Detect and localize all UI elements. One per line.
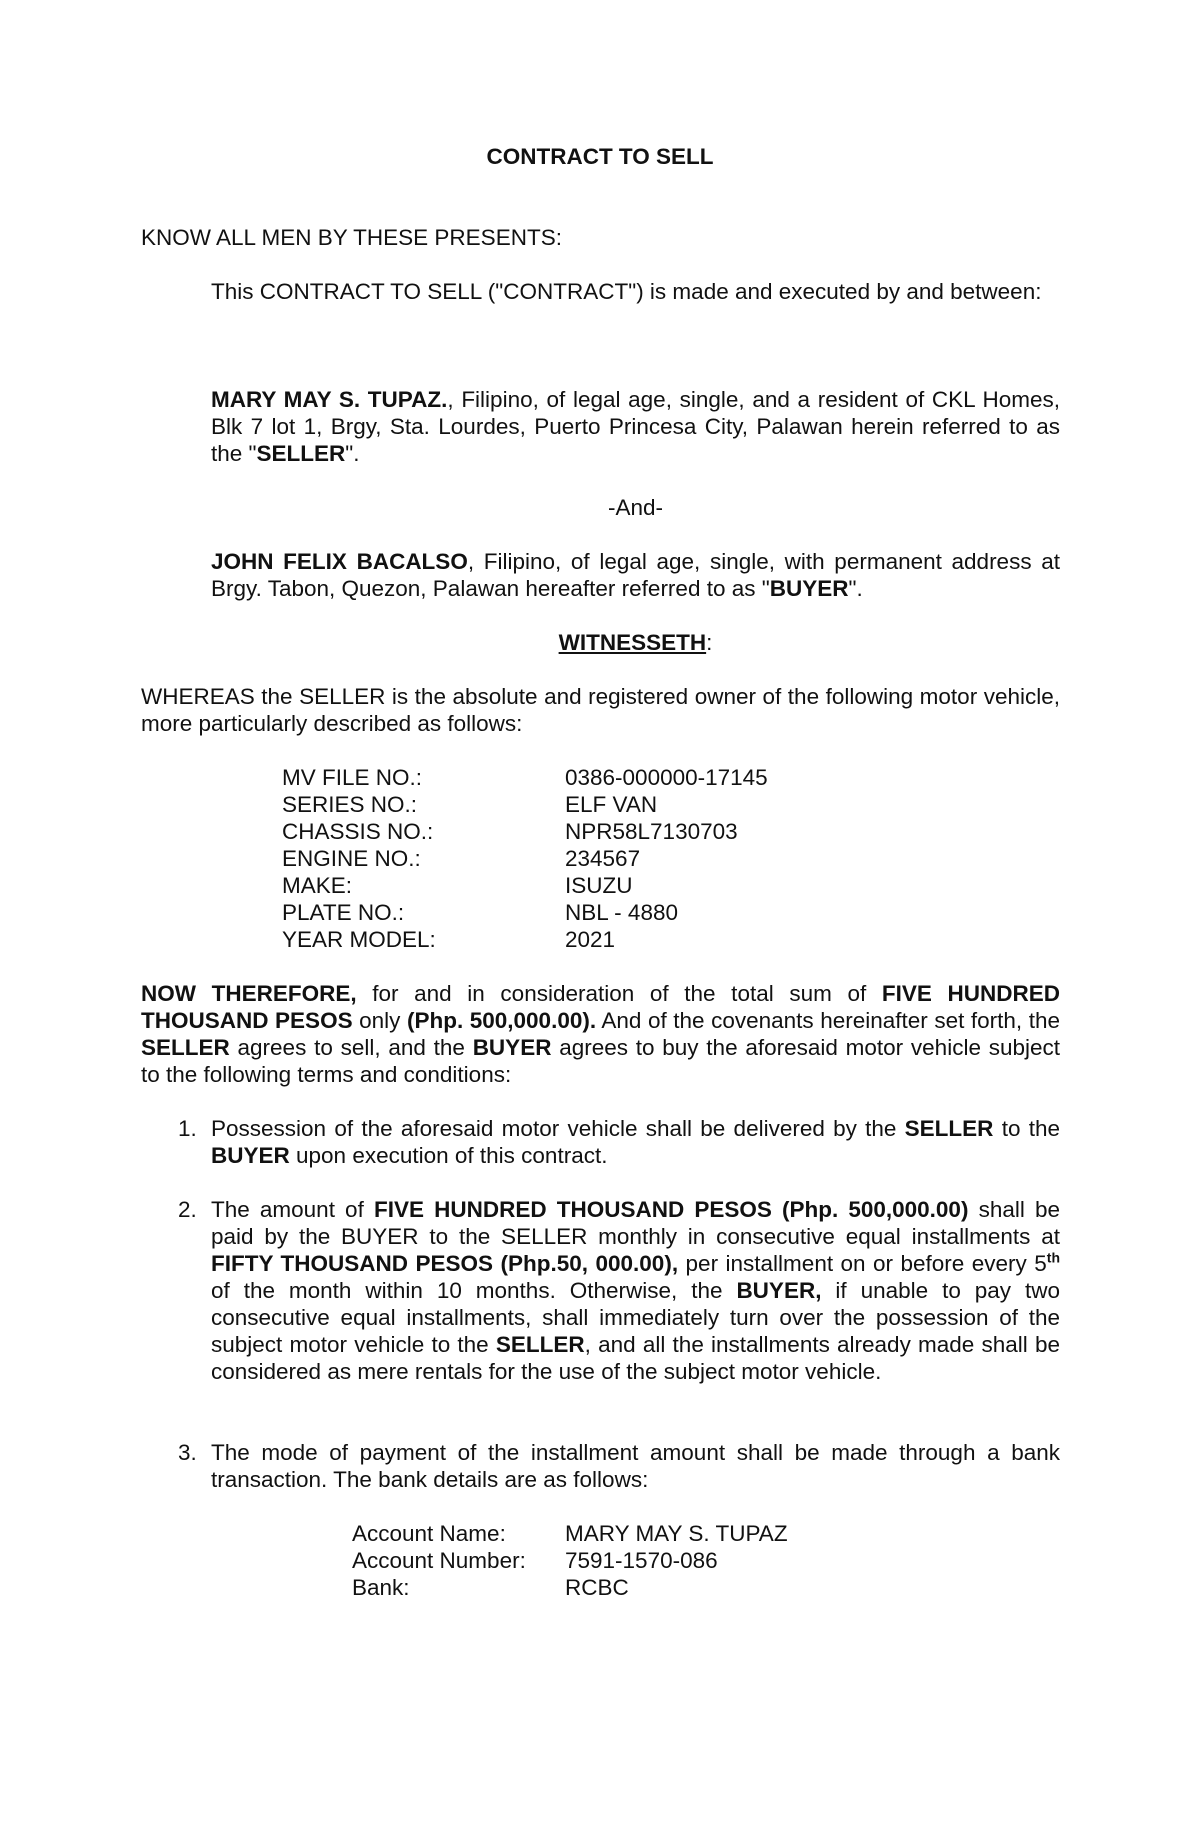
vehicle-details (282, 764, 768, 953)
vehicle-row: ENGINE NO.: 234567 (282, 846, 641, 871)
opening-line: KNOW ALL MEN BY THESE PRESENTS: (141, 225, 562, 250)
bank-row: Account Number: 7591-1570-086 (352, 1548, 718, 1573)
vehicle-row: MV FILE NO.: 0386-000000-17145 (282, 765, 768, 790)
witnesseth-heading: WITNESSETH: (558, 630, 713, 655)
seller-role: SELLER (256, 441, 346, 466)
bank-row: Bank: RCBC (352, 1575, 629, 1600)
vehicle-row: YEAR MODEL: 2021 (282, 927, 616, 952)
vehicle-row: PLATE NO.: NBL - 4880 (282, 900, 678, 925)
vehicle-row: SERIES NO.: ELF VAN (282, 792, 658, 817)
whereas-paragraph: WHEREAS the SELLER is the absolute and registered owner of the following motor vehicle, more particularly described as follows: (141, 684, 1060, 736)
bank-row: Account Name: MARY MAY S. TUPAZ (352, 1521, 788, 1546)
term-item-3: 3. The mode of payment of the installment amount shall be made through a bank transaction. The bank details are as follows: (178, 1440, 1060, 1492)
vehicle-row: MAKE: ISUZU (282, 873, 633, 898)
term-number: 3. (178, 1440, 197, 1465)
now-therefore-paragraph: NOW THEREFORE, for and in consideration of the total sum of FIVE HUNDRED THOUSAND PESOS only (Php. 500,000.00). And of the covenants hereinafter set forth, the SELLER agrees to sell, and the BUYER agrees to buy the aforesaid motor vehicle subject to the following terms and conditions: (141, 981, 1061, 1087)
bank-details (352, 1520, 788, 1601)
buyer-role: BUYER (769, 576, 849, 601)
term-item-2: 2. The amount of FIVE HUNDRED THOUSAND PESOS (Php. 500,000.00) shall be paid by the BUYER to the SELLER monthly in consecutive equal installments at FIFTY THOUSAND PESOS (Php.50, 000.00), per installment on or before every 5th of the month within 10 months. Otherwise, the BUYER, if unable to pay two consecutive equal installments, shall immediately turn over the possession of the subject motor vehicle to the SELLER, and all the installments already made shall be considered as mere rentals for the use of the subject motor vehicle. (178, 1197, 1061, 1384)
buyer-party-paragraph: JOHN FELIX BACALSO, Filipino, of legal age, single, with permanent address at Brgy. Tabon, Quezon, Palawan hereafter referred to as "BUYER". (211, 549, 1060, 601)
vehicle-row: CHASSIS NO.: NPR58L7130703 (282, 819, 738, 844)
seller-name: MARY MAY S. TUPAZ. (211, 387, 448, 412)
term-item-1: 1. Possession of the aforesaid motor vehicle shall be delivered by the SELLER to the BUYER upon execution of this contract. (178, 1116, 1060, 1168)
buyer-name: JOHN FELIX BACALSO (211, 549, 468, 574)
term-number: 1. (178, 1116, 197, 1141)
document-title: CONTRACT TO SELL (486, 144, 714, 169)
seller-party-paragraph: MARY MAY S. TUPAZ., Filipino, of legal age, single, and a resident of CKL Homes, Blk 7 lot 1, Brgy, Sta. Lourdes, Puerto Princesa City, Palawan herein referred to as the "SELLER". (211, 387, 1061, 466)
and-separator: -And- (607, 495, 664, 520)
term-number: 2. (178, 1197, 197, 1222)
intro-paragraph: This CONTRACT TO SELL ("CONTRACT") is made and executed by and between: (211, 279, 1042, 304)
